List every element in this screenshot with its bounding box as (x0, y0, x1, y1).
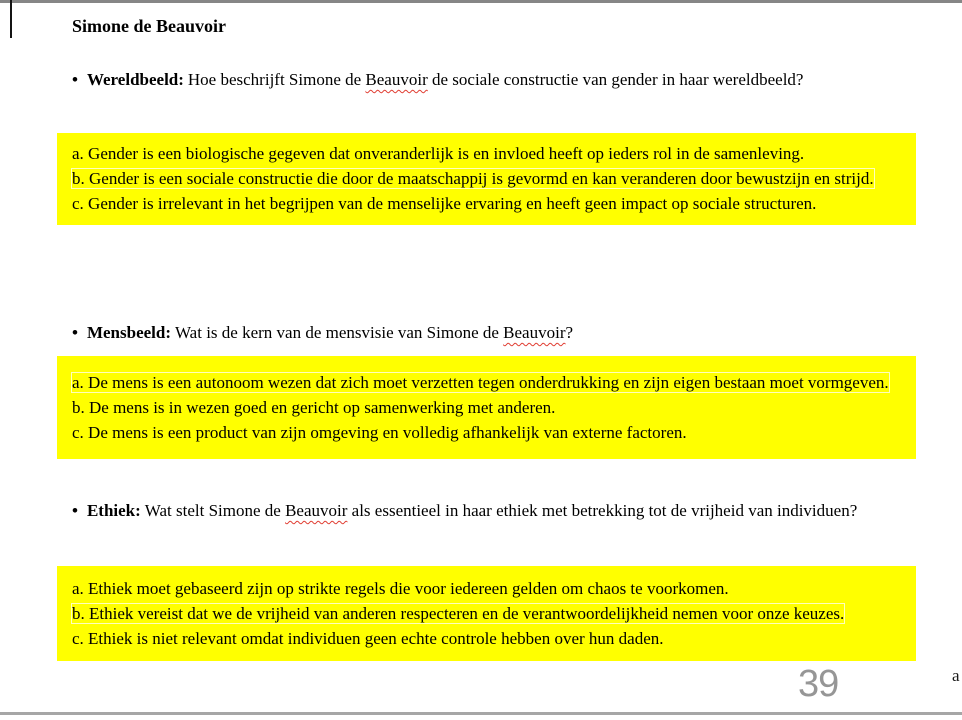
answer-option-a (72, 370, 901, 395)
left-border-tick (10, 0, 12, 38)
answer-option-b (72, 395, 901, 420)
answer-option-c (72, 191, 901, 216)
answer-option-a (72, 576, 901, 601)
answer-option-b-text: b. De mens is in wezen goed en gericht op samenwerking met anderen. (72, 398, 556, 417)
top-border-rule (0, 0, 962, 3)
question-label: Wereldbeeld: (86, 70, 184, 89)
question-text-pre: Hoe beschrijft Simone de (187, 70, 366, 89)
clipped-edge-text: a (952, 666, 960, 685)
question-wereldbeeld (72, 66, 867, 93)
answer-option-a-text: a. Gender is een biologische gegeven dat onveranderlijk is en invloed heeft op ieders rol in de samenleving. (72, 144, 805, 163)
question-text-pre: Wat stelt Simone de (144, 501, 286, 520)
spellcheck-word: Beauvoir (503, 323, 566, 342)
highlighted-answer-block-ethiek (57, 566, 916, 661)
question-label: Ethiek: (86, 501, 141, 520)
answer-option-b-text: b. Gender is een sociale constructie die door de maatschappij is gevormd en kan veranderen door bewustzijn en strijd. (72, 169, 874, 188)
question-text-post: de sociale constructie van gender in haar wereldbeeld? (427, 70, 804, 89)
highlighted-answer-block-wereldbeeld (57, 133, 916, 225)
spellcheck-word: Beauvoir (365, 70, 428, 89)
answer-option-b-text: b. Ethiek vereist dat we de vrijheid van anderen respecteren en de verantwoordelijkheid nemen voor onze keuzes. (72, 604, 845, 623)
question-text-post: ? (565, 323, 574, 342)
question-text-post: als essentieel in haar ethiek met betrekking tot de vrijheid van individuen? (347, 501, 858, 520)
page-title: Simone de Beauvoir (72, 16, 227, 36)
bullet-icon: • (72, 323, 78, 342)
answer-option-a (72, 141, 901, 166)
question-mensbeeld (72, 319, 867, 346)
question-label: Mensbeeld: (86, 323, 171, 342)
answer-option-c-text: c. Gender is irrelevant in het begrijpen van de menselijke ervaring en heeft geen impact op sociale structuren. (72, 194, 817, 213)
spellcheck-word: Beauvoir (285, 501, 348, 520)
answer-option-c-text: c. Ethiek is niet relevant omdat individuen geen echte controle hebben over hun daden. (72, 629, 664, 648)
bullet-icon: • (72, 501, 78, 520)
answer-option-c (72, 626, 901, 651)
answer-option-a-text: a. Ethiek moet gebaseerd zijn op strikte regels die voor iedereen gelden om chaos te voorkomen. (72, 579, 729, 598)
bottom-border-rule (0, 712, 962, 715)
bullet-icon: • (72, 70, 78, 89)
question-text-pre: Wat is de kern van de mensvisie van Simone de (175, 323, 504, 342)
slide-number: 39 (798, 663, 839, 705)
answer-option-b (72, 601, 901, 626)
question-ethiek (72, 497, 867, 524)
answer-option-c-text: c. De mens is een product van zijn omgeving en volledig afhankelijk van externe factoren. (72, 423, 687, 442)
answer-option-a-text: a. De mens is een autonoom wezen dat zich moet verzetten tegen onderdrukking en zijn eigen bestaan moet vormgeven. (72, 373, 889, 392)
highlighted-answer-block-mensbeeld (57, 356, 916, 459)
answer-option-c (72, 420, 901, 445)
answer-option-b (72, 166, 901, 191)
